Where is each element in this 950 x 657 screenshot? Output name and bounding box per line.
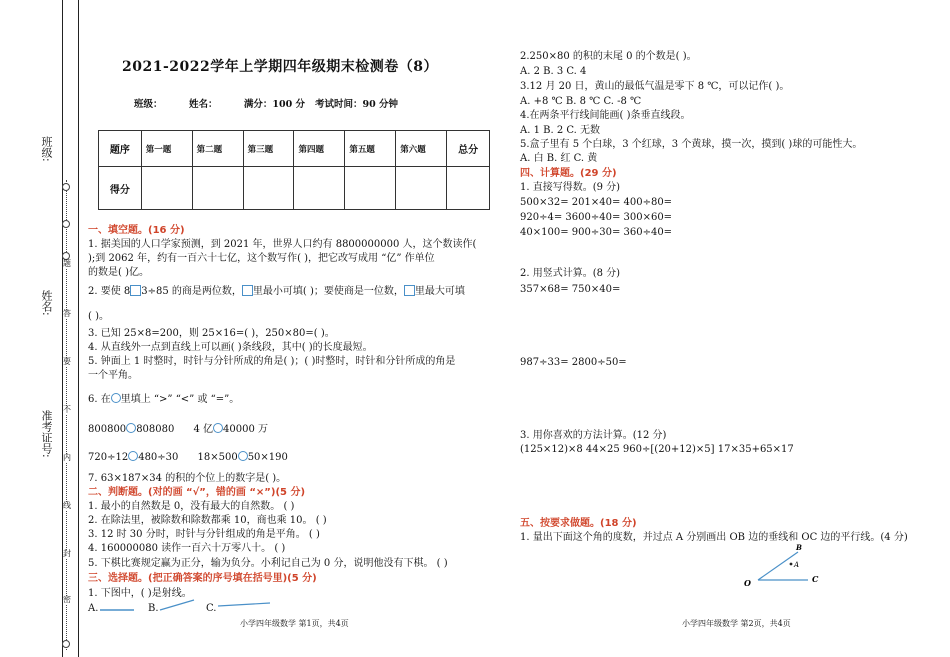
question-3-1-option-b: B. (148, 603, 159, 614)
binding-line-inner (78, 0, 79, 657)
question-3-3-options: A. +8 ℃ B. 8 ℃ C. -8 ℃ (520, 96, 642, 107)
question-2-1: 1. 最小的自然数是 0，没有最大的自然数。 ( ) (88, 501, 295, 512)
ray-figures (88, 596, 288, 616)
score-header: 题序 (99, 131, 142, 167)
blank-square[interactable] (130, 285, 141, 296)
score-header: 第三题 (243, 131, 294, 167)
question-3-4: 4.在两条平行线间能画( )条垂直线段。 (520, 110, 691, 121)
score-cell[interactable] (192, 167, 243, 210)
question-4-2-row1: 357×68= 750×40= (520, 284, 621, 295)
score-header: 第四题 (294, 131, 345, 167)
label-o: O (744, 578, 751, 588)
page-footer: 小学四年级数学 第2页，共4页 (682, 619, 791, 628)
question-1-2: 2. 要使 8 3÷85 的商是两位数， 里最小可填( )；要使商是一位数， 里最大可填 (88, 286, 465, 297)
label-c: C (812, 574, 819, 584)
question-3-1-option-c: C. (206, 603, 217, 614)
seal-ring (62, 220, 70, 228)
ray-ob (758, 552, 798, 580)
score-cell[interactable] (243, 167, 294, 210)
score-cell[interactable] (396, 167, 447, 210)
score-header: 第一题 (141, 131, 192, 167)
binding-margin: 班级: 姓名: 准考证号: 题 答 要 不 内 线 封 密 (0, 0, 88, 657)
blank-square[interactable] (242, 285, 253, 296)
binding-line (62, 0, 63, 657)
score-row-label: 得分 (99, 167, 142, 210)
question-1-5-cont: 一个平角。 (88, 370, 138, 381)
seal-ring (62, 640, 70, 648)
question-1-6-row2: 720÷12 480÷30 18×500 50×190 (88, 452, 288, 463)
question-3-2-options: A. 2 B. 3 C. 4 (520, 66, 587, 77)
question-5-1: 1. 量出下面这个角的度数，并过点 A 分别画出 OB 边的垂线和 OC 边的平行线。(4 分) (520, 532, 908, 543)
seal-ring (62, 183, 70, 191)
question-1-7: 7. 63×187×34 的积的个位上的数字是( )。 (88, 473, 287, 484)
question-1-1-cont: 的数是( )亿。 (88, 267, 149, 278)
question-1-6: 6. 在 里填上 “>” “<” 或 “=”。 (88, 394, 240, 405)
compare-circle[interactable] (213, 423, 223, 433)
question-4-1-row1: 500×32= 201×40= 400÷80= (520, 197, 673, 208)
question-1-4: 4. 从直线外一点到直线上可以画( )条线段，其中( )的长度最短。 (88, 342, 373, 353)
question-1-2-cont: ( )。 (88, 311, 109, 322)
compare-circle[interactable] (126, 423, 136, 433)
score-header: 第二题 (192, 131, 243, 167)
exam-title: 2021-2022学年上学期四年级期末检测卷（8） (122, 59, 438, 75)
section-5-title: 五、按要求做题。(18 分) (520, 518, 637, 529)
question-4-1-row3: 40×100= 900÷30= 360÷40= (520, 227, 673, 238)
question-3-1: 1. 下图中，( )是射线。 (88, 588, 192, 599)
angle-figure (740, 540, 850, 590)
compare-circle[interactable] (111, 393, 121, 403)
right-page (520, 0, 940, 657)
question-4-2: 2. 用竖式计算。(8 分) (520, 268, 621, 279)
section-4-title: 四、计算题。(29 分) (520, 168, 617, 179)
question-4-3: 3. 用你喜欢的方法计算。(12 分) (520, 430, 667, 441)
point-a (790, 563, 793, 566)
class-label: 班级: (40, 136, 53, 162)
section-2-title: 二、判断题。(对的画 “√”，错的画 “×”)(5 分) (88, 487, 306, 498)
left-page (88, 0, 506, 657)
compare-circle[interactable] (128, 451, 138, 461)
score-header: 总分 (447, 131, 490, 167)
score-cell[interactable] (294, 167, 345, 210)
score-header: 第六题 (396, 131, 447, 167)
question-3-3: 3.12 月 20 日，黄山的最低气温是零下 8 ℃，可以记作( )。 (520, 81, 790, 92)
blank-square[interactable] (404, 285, 415, 296)
score-header: 第五题 (345, 131, 396, 167)
question-4-2-row2: 987÷33= 2800÷50= (520, 357, 627, 368)
question-1-5: 5. 钟面上 1 时整时，时针与分针所成的角是( )；( )时整时，时针和分针所成的角是 (88, 356, 456, 367)
question-4-3-row: (125×12)×8 44×25 960÷[(20+12)×5] 17×35+65×17 (520, 444, 794, 455)
question-2-2: 2. 在除法里，被除数和除数都乘 10，商也乘 10。 ( ) (88, 515, 327, 526)
question-2-4: 4. 160000080 读作一百六十万零八十。 ( ) (88, 543, 286, 554)
question-4-1-row2: 920÷4= 3600÷40= 300×60= (520, 212, 673, 223)
section-3-title: 三、选择题。(把正确答案的序号填在括号里)(5 分) (88, 573, 317, 584)
question-2-3: 3. 12 时 30 分时，时针与分针组成的角是平角。 ( ) (88, 529, 320, 540)
question-1-1-cont: );到 2062 年，约有一百六十七亿，这个数写作( )，把它改写成用 “亿” 作单位 (88, 253, 435, 264)
question-3-5-options: A. 白 B. 红 C. 黄 (520, 153, 598, 164)
label-b: B (796, 543, 802, 552)
seal-dotted-line (66, 180, 67, 650)
name-label: 姓名: (40, 290, 53, 316)
page-footer: 小学四年级数学 第1页，共4页 (240, 619, 349, 628)
score-cell[interactable] (447, 167, 490, 210)
exam-number-label: 准考证号: (40, 410, 53, 458)
score-table (98, 130, 490, 210)
section-1-title: 一、填空题。(16 分) (88, 225, 185, 236)
compare-circle[interactable] (238, 451, 248, 461)
question-3-2: 2.250×80 的积的末尾 0 的个数是( )。 (520, 51, 697, 62)
option-c-line (218, 603, 270, 606)
question-1-1: 1. 据美国的人口学家预测，到 2021 年，世界人口约有 8800000000 人，这个数读作( (88, 239, 477, 250)
question-2-5: 5. 下棋比赛规定赢为正分，输为负分。小利记自己为 0 分，说明他没有下棋。 ( ) (88, 558, 448, 569)
label-a: A (794, 561, 800, 569)
question-4-1: 1. 直接写得数。(9 分) (520, 182, 621, 193)
question-3-5: 5.盒子里有 5 个白球，3 个红球，3 个黄球，摸一次，摸到( )球的可能性大。 (520, 139, 863, 150)
question-1-3: 3. 已知 25×8=200，则 25×16=( )，250×80=( )。 (88, 328, 335, 339)
question-3-4-options: A. 1 B. 2 C. 无数 (520, 125, 601, 136)
question-3-1-options: A. (88, 603, 99, 614)
option-b-ray (160, 600, 194, 610)
score-cell[interactable] (141, 167, 192, 210)
question-1-6-row1: 800800 808080 4 亿 40000 万 (88, 424, 268, 435)
exam-info: 班级： 姓名： 满分：100 分 考试时间：90 分钟 (134, 99, 399, 110)
score-cell[interactable] (345, 167, 396, 210)
